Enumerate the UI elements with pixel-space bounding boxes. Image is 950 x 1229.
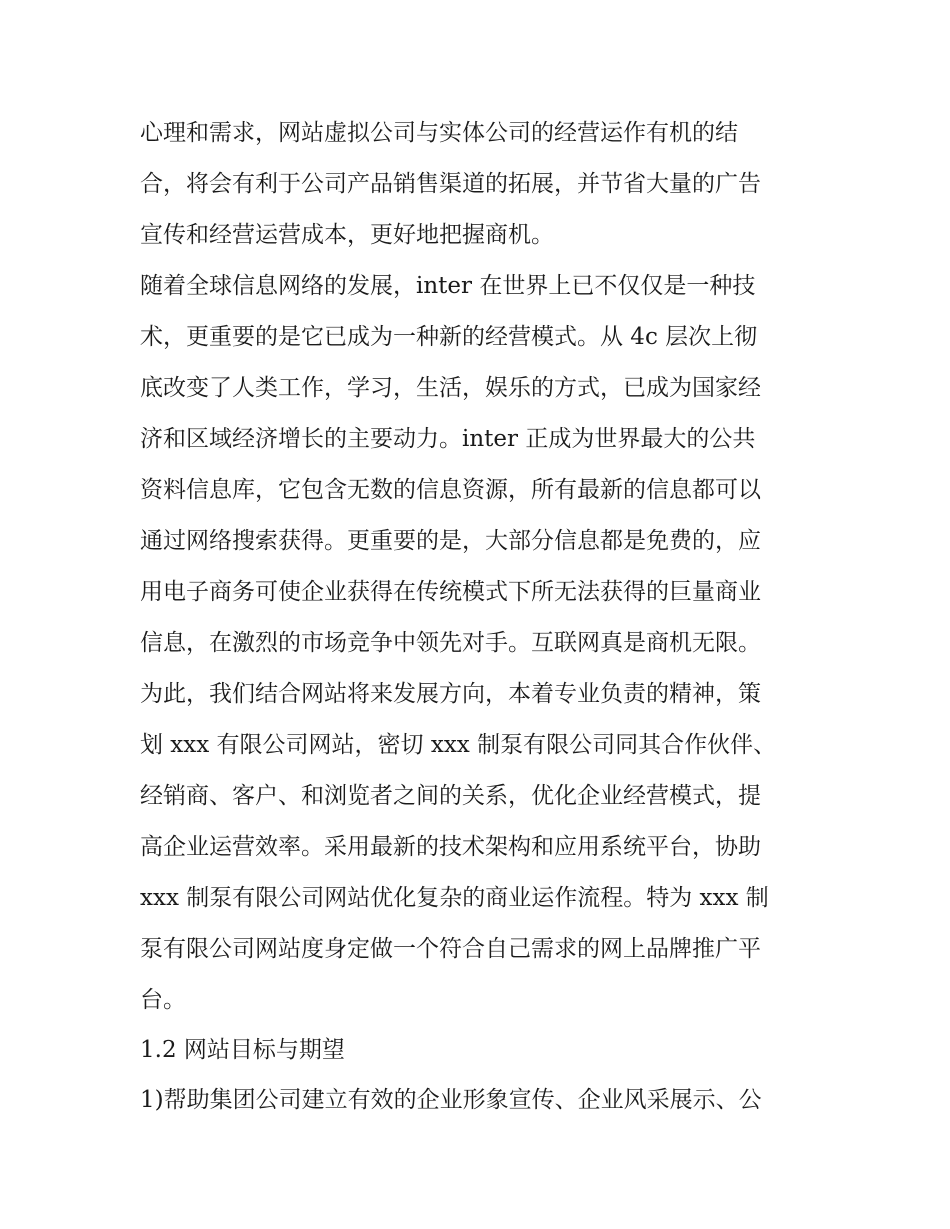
text-line: 信息，在激烈的市场竞争中领先对手。互联网真是商机无限。 bbox=[140, 630, 761, 656]
text-line: 心理和需求，网站虚拟公司与实体公司的经营运作有机的结 bbox=[140, 120, 738, 146]
text-line: 泵有限公司网站度身定做一个符合自己需求的网上品牌推广平 bbox=[140, 936, 761, 962]
text-line: 经销商、客户、和浏览者之间的关系，优化企业经营模式，提 bbox=[140, 783, 761, 809]
text-line: 合，将会有利于公司产品销售渠道的拓展，并节省大量的广告 bbox=[140, 171, 761, 197]
text-line: 术，更重要的是它已成为一种新的经营模式。从 4c 层次上彻 bbox=[140, 324, 758, 350]
text-line: 随着全球信息网络的发展，inter 在世界上已不仅仅是一种技 bbox=[140, 273, 756, 299]
text-line: 划 xxx 有限公司网站，密切 xxx 制泵有限公司同其合作伙伴、 bbox=[140, 732, 777, 758]
text-line: 高企业运营效率。采用最新的技术架构和应用系统平台，协助 bbox=[140, 834, 761, 860]
section-heading: 1.2 网站目标与期望 bbox=[140, 1037, 345, 1063]
text-line: 宣传和经营运营成本，更好地把握商机。 bbox=[140, 222, 554, 248]
text-line: 用电子商务可使企业获得在传统模式下所无法获得的巨量商业 bbox=[140, 579, 761, 605]
list-item: 1)帮助集团公司建立有效的企业形象宣传、企业风采展示、公 bbox=[140, 1087, 762, 1113]
text-line: xxx 制泵有限公司网站优化复杂的商业运作流程。特为 xxx 制 bbox=[140, 885, 769, 911]
text-line: 为此，我们结合网站将来发展方向，本着专业负责的精神，策 bbox=[140, 681, 761, 707]
text-line: 通过网络搜索获得。更重要的是，大部分信息都是免费的，应 bbox=[140, 528, 761, 554]
text-line: 资料信息库，它包含无数的信息资源，所有最新的信息都可以 bbox=[140, 477, 761, 503]
text-line: 底改变了人类工作，学习，生活，娱乐的方式，已成为国家经 bbox=[140, 375, 761, 401]
text-line: 济和区域经济增长的主要动力。inter 正成为世界最大的公共 bbox=[140, 426, 756, 452]
body-text bbox=[140, 108, 820, 1125]
text-line: 台。 bbox=[140, 987, 186, 1013]
